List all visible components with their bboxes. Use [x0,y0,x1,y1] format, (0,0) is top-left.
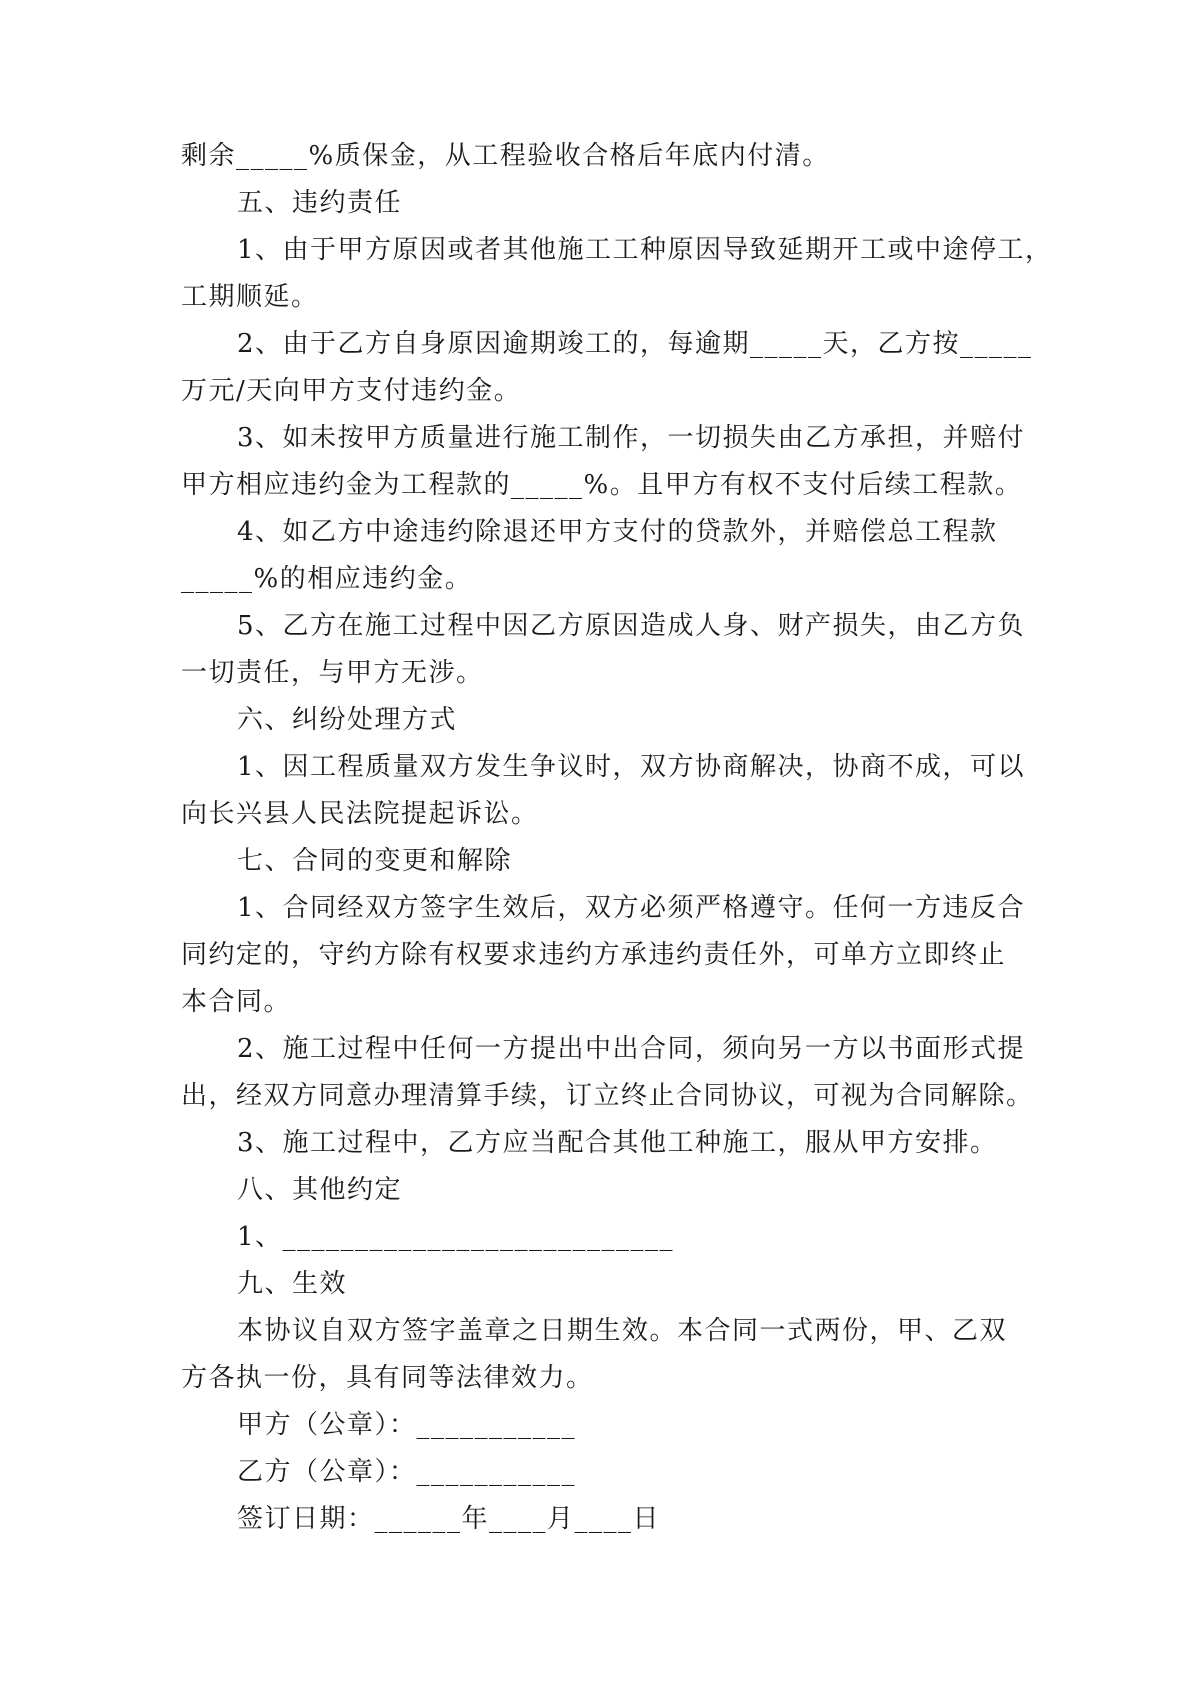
text-line: 本协议自双方签字盖章之日期生效。本合同一式两份，甲、乙双 [237,1316,1008,1346]
section-heading: 五、违约责任 [237,188,403,218]
party-a-seal-line: 甲方（公章）：___________ [237,1410,577,1440]
text-line: 3、如未按甲方质量进行施工制作，一切损失由乙方承担，并赔付 [237,423,1026,453]
text-line: 3、施工过程中，乙方应当配合其他工种施工，服从甲方安排。 [237,1128,998,1158]
text-line: 甲方相应违约金为工程款的_____%。且甲方有权不支付后续工程款。 [181,470,1023,500]
text-line: 1、___________________________ [237,1222,675,1252]
section-heading: 七、合同的变更和解除 [237,846,513,876]
text-line: 1、因工程质量双方发生争议时，双方协商解决，协商不成，可以 [237,752,1026,782]
text-line: 本合同。 [181,987,292,1017]
text-line: 一切责任，与甲方无涉。 [181,658,484,688]
signing-date-line: 签订日期：______年____月____日 [237,1504,661,1534]
text-line: _____%的相应违约金。 [181,564,473,594]
text-line: 1、由于甲方原因或者其他施工工种原因导致延期开工或中途停工， [237,235,1053,265]
text-line: 4、如乙方中途违约除退还甲方支付的贷款外，并赔偿总工程款 [237,517,998,547]
text-line: 2、施工过程中任何一方提出中出合同，须向另一方以书面形式提 [237,1034,1026,1064]
text-line: 剩余_____%质保金，从工程验收合格后年底内付清。 [181,141,830,171]
text-line: 同约定的，守约方除有权要求违约方承违约责任外，可单方立即终止 [181,940,1007,970]
text-line: 方各执一份，具有同等法律效力。 [181,1363,594,1393]
text-line: 5、乙方在施工过程中因乙方原因造成人身、财产损失，由乙方负 [237,611,1026,641]
party-b-seal-line: 乙方（公章）：___________ [237,1457,577,1487]
section-heading: 九、生效 [237,1269,348,1299]
contract-page [181,133,1053,1543]
text-line: 向长兴县人民法院提起诉讼。 [181,799,539,829]
text-line: 万元/天向甲方支付违约金。 [181,376,522,406]
section-heading: 八、其他约定 [237,1175,403,1205]
section-heading: 六、纠纷处理方式 [237,705,458,735]
text-line: 工期顺延。 [181,282,319,312]
text-line: 1、合同经双方签字生效后，双方必须严格遵守。任何一方违反合 [237,893,1026,923]
text-line: 2、由于乙方自身原因逾期竣工的，每逾期_____天，乙方按_____ [237,329,1033,359]
text-line: 出，经双方同意办理清算手续，订立终止合同协议，可视为合同解除。 [181,1081,1034,1111]
